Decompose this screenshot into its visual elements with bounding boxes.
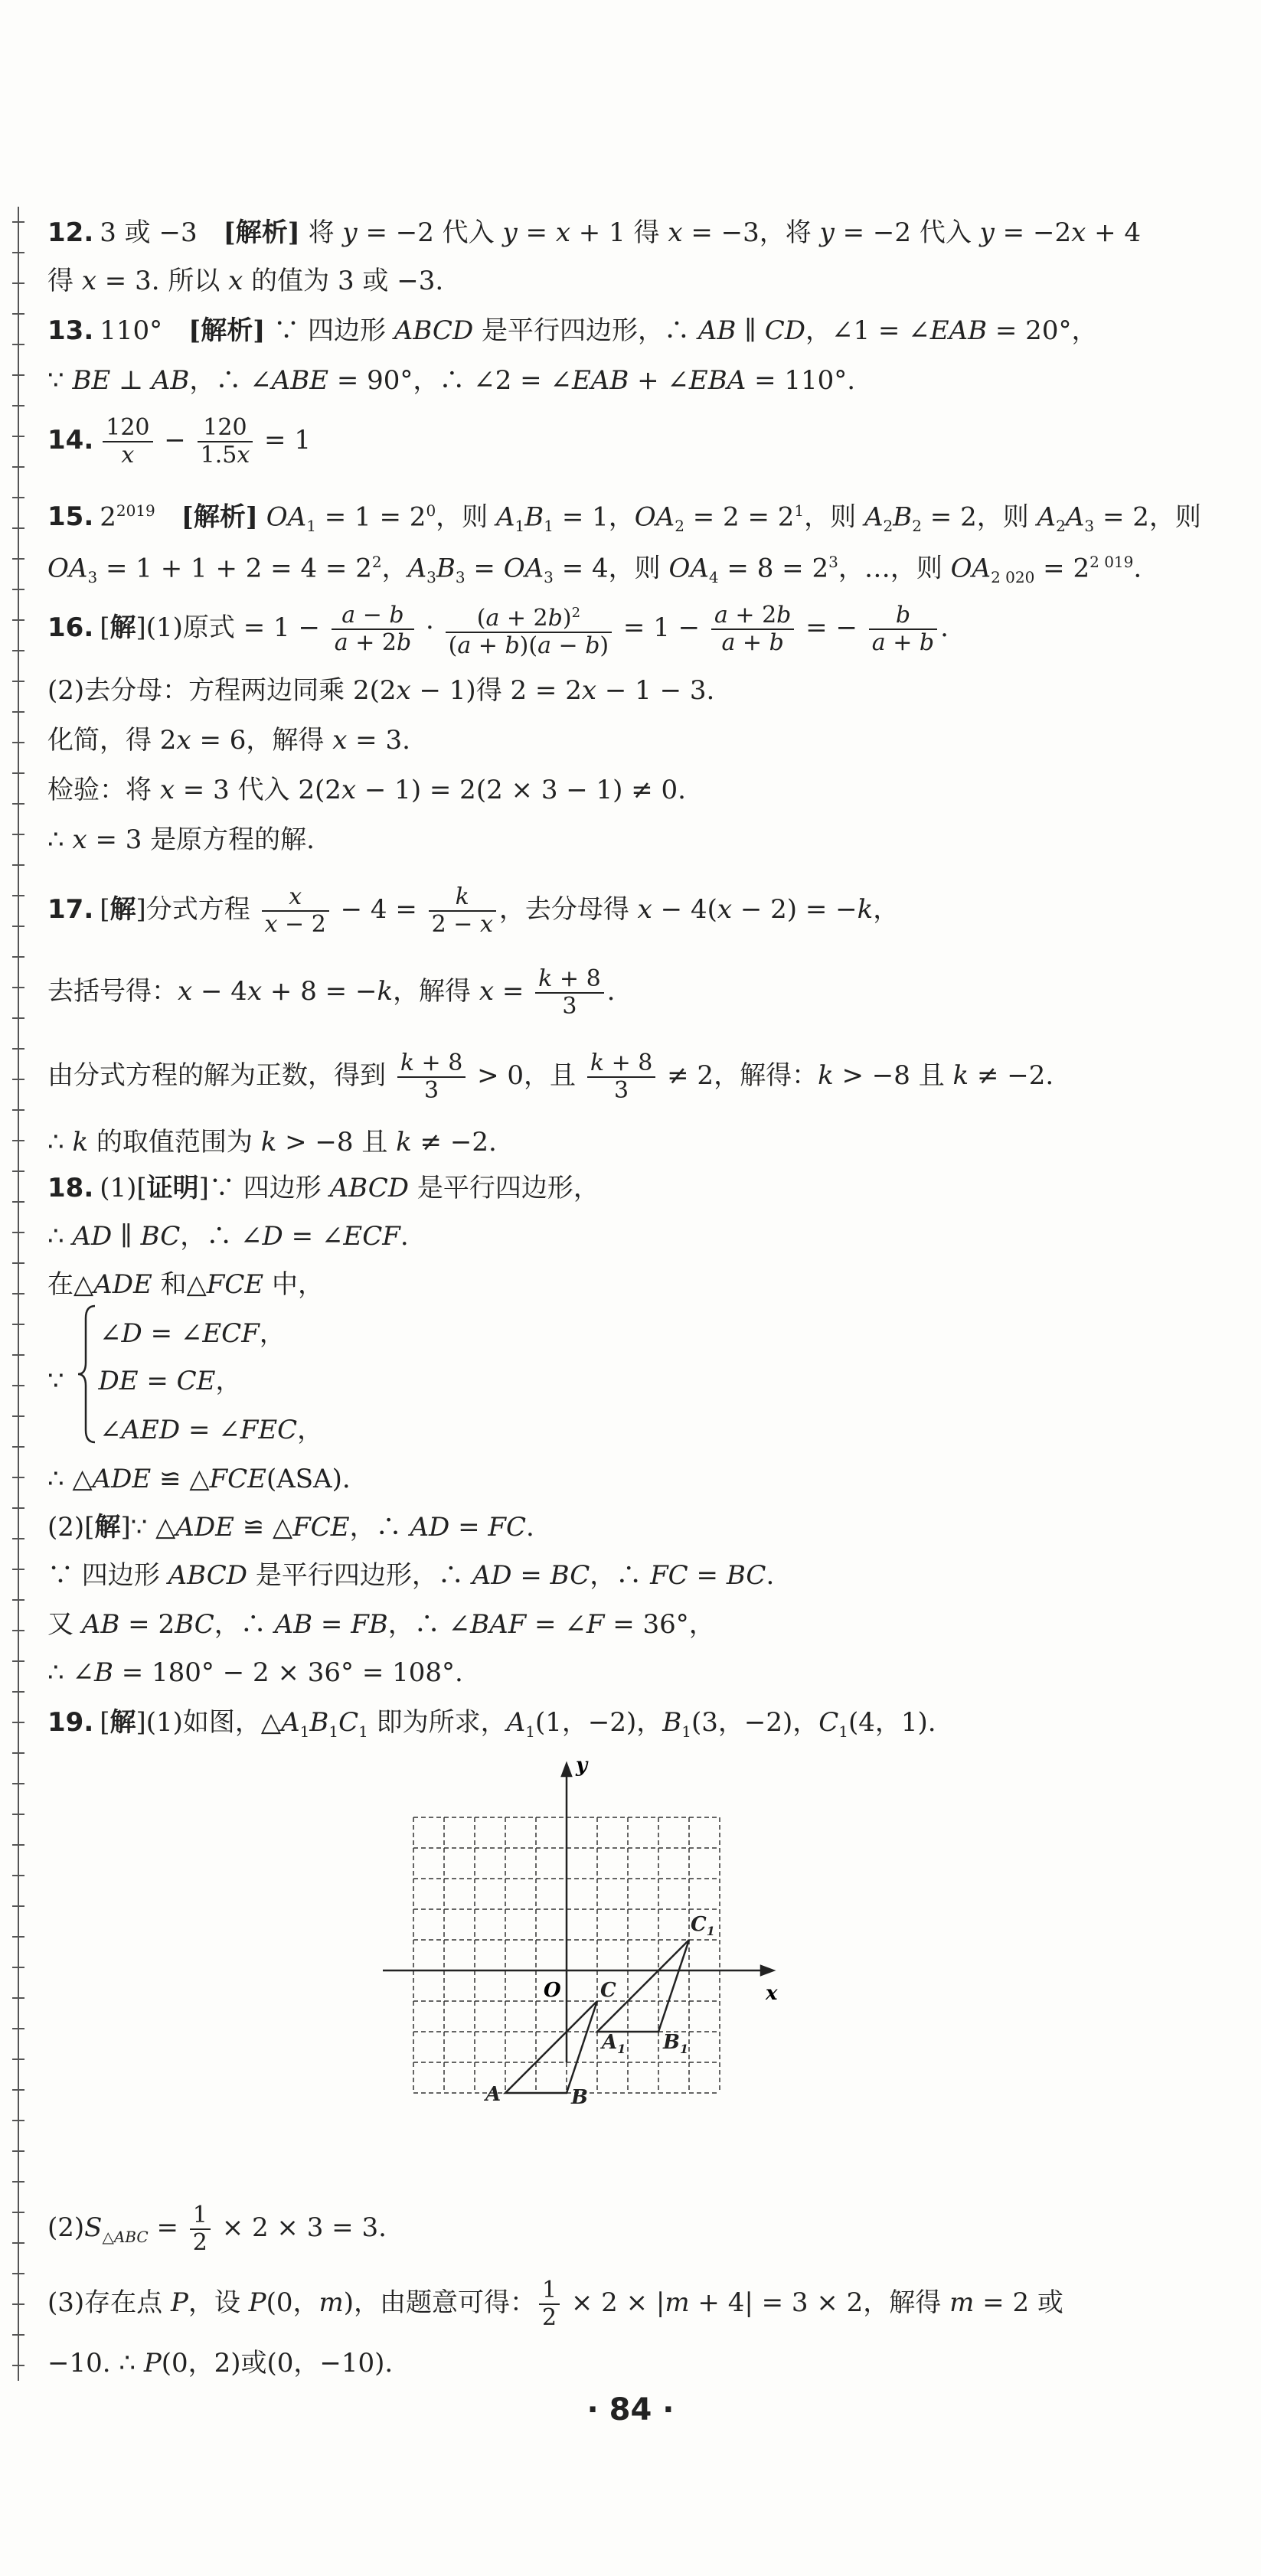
answer-12-line-2: 得 x = 3. 所以 x 的值为 3 或 −3.	[47, 266, 444, 296]
answer-17-line-3: 由分式方程的解为正数，得到 $\frac{k + 8}{3}$ > 0，且 $\frac{k + 8}{3}$ ≠ 2，解得：k > −8 且 k ≠ −2.	[47, 1050, 1054, 1104]
x-axis-label: x	[766, 1982, 778, 2005]
subscript-1: 1	[679, 2042, 689, 2056]
answer-17-line-2: 去括号得：x − 4x + 8 = −k，解得 x = $\frac{k + 8}{3}$ .	[47, 965, 616, 1020]
coordinate-grid-figure	[368, 1753, 781, 2166]
point-label-a1: $A_1$	[602, 2031, 626, 2056]
answer-17-line-4: ∴ k 的取值范围为 k > −8 且 k ≠ −2.	[47, 1127, 497, 1157]
answer-14: 14. $\frac{120}{x}$ − $\frac{120}{1.5x}$ = 1	[47, 414, 311, 469]
axes	[383, 1764, 773, 2062]
brace-symbol	[77, 1301, 100, 1447]
point-label-c: C	[600, 1979, 616, 2002]
answer-19-line-3: (3)存在点 P，设 P(0，m)，由题意可得： $\frac{1}{2}$ × 2 × |m + 4| = 3 × 2，解得 m = 2 或	[47, 2277, 1063, 2331]
subscript-1: 1	[706, 1924, 715, 1938]
answer-16-line-5: ∴ x = 3 是原方程的解.	[47, 824, 315, 855]
triangle-abc	[505, 2001, 597, 2093]
answer-13-line-1: 13. 110° [解析] ∵ 四边形 ABCD 是平行四边形，∴ AB ∥ CD，∠1 = ∠EAB = 20°，	[47, 315, 1098, 346]
answer-17-line-1: 17. [解]分式方程 $\frac{x}{x - 2}$ − 4 = $\frac{k}{2 - x}$ ，去分母得 x − 4(x − 2) = −k，	[47, 883, 900, 938]
point-label-b1: $B_1$	[663, 2031, 689, 2056]
point-label-c1: $C_1$	[691, 1913, 715, 1938]
answer-18-line-7: ∴ △ADE ≌ △FCE(ASA).	[47, 1464, 351, 1494]
answer-18-line-11: ∴ ∠B = 180° − 2 × 36° = 108°.	[47, 1657, 463, 1688]
point-label-a: A	[485, 2083, 501, 2106]
y-axis-label: y	[576, 1754, 588, 1777]
answer-18-line-10: 又 AB = 2BC，∴ AB = FB，∴ ∠BAF = ∠F = 36°，	[47, 1609, 715, 1640]
y-axis-arrow	[562, 1764, 571, 1776]
answer-18-line-5: ∵ DE = CE，	[47, 1366, 242, 1396]
answer-18-line-1: 18. (1)[证明]∵ 四边形 ABCD 是平行四边形，	[47, 1173, 599, 1203]
answer-16-line-3: 化简，得 2x = 6，解得 x = 3.	[47, 725, 410, 756]
origin-label: O	[544, 1979, 561, 2002]
x-axis-arrow	[761, 1966, 773, 1975]
answer-15-line-1: 15. $2^{2019}$ [解析] $OA_1 = 1 = 2^0$，则 $A_1B_1 = 1$，$OA_2 = 2 = 2^1$，则 $A_2B_2 = 2$，则 $A_2A_3 = 2$，则	[47, 501, 1201, 536]
point-label-b: B	[571, 2086, 588, 2109]
answer-18-line-4: ∠D = ∠ECF，	[47, 1318, 286, 1349]
answer-19-line-1: 19. [解](1)如图，$\triangle A_1B_1C_1$ 即为所求，$A_1(1$，−2)，$B_1(3$，−2)，$C_1(4$，1).	[47, 1707, 936, 1741]
answer-18-line-3: 在△ADE 和△FCE 中，	[47, 1269, 325, 1300]
answer-19-line-4: −10. ∴ P(0，2)或(0，−10).	[47, 2348, 394, 2378]
answer-18-line-2: ∴ AD ∥ BC，∴ ∠D = ∠ECF.	[47, 1221, 409, 1252]
answer-18-line-8: (2)[解]∵ △ADE ≌ △FCE，∴ AD = FC.	[47, 1512, 534, 1543]
answer-16-line-1: 16. [解](1)原式 = 1 − $\frac{a - b}{a + 2b}$ · $\frac{(a + 2b)^2}{(a + b)(a - b)}$ = 1 − $\frac{a + 2b}{a + b}$ = − $\frac{b}{a + b}$ .	[47, 597, 949, 659]
answer-15-line-2: $OA_3 = 1 + 1 + 2 = 4 = 2^2$，$A_3B_3 = OA_3 = 4$，则 $OA_4 = 8 = 2^3$，…，则 $OA_{2 020} = 2^{2 019}$.	[47, 553, 1142, 587]
answer-18-line-6: ∠AED = ∠FEC，	[47, 1415, 324, 1445]
answer-16-line-2: (2)去分母：方程两边同乘 2(2x − 1)得 2 = 2x − 1 − 3.	[47, 675, 715, 706]
answer-19-line-2: $(2)S_{\triangle ABC}$ = $\frac{1}{2}$ × 2 × 3 = 3.	[47, 2202, 387, 2256]
binding-cut-line	[11, 207, 26, 2381]
answer-18-line-9: ∵ 四边形 ABCD 是平行四边形，∴ AD = BC，∴ FC = BC.	[47, 1560, 775, 1591]
answer-12-line-1: 12. 3 或 −3 [解析] 将 y = −2 代入 y = x + 1 得 x = −3，将 y = −2 代入 y = −2x + 4	[47, 217, 1142, 248]
page-number: · 84 ·	[586, 2392, 675, 2427]
subscript-1: 1	[617, 2042, 626, 2056]
answer-16-line-4: 检验：将 x = 3 代入 2(2x − 1) = 2(2 × 3 − 1) ≠ 0.	[47, 775, 686, 805]
answer-13-line-2: ∵ BE ⊥ AB，∴ ∠ABE = 90°，∴ ∠2 = ∠EAB + ∠EBA = 110°.	[47, 365, 856, 396]
